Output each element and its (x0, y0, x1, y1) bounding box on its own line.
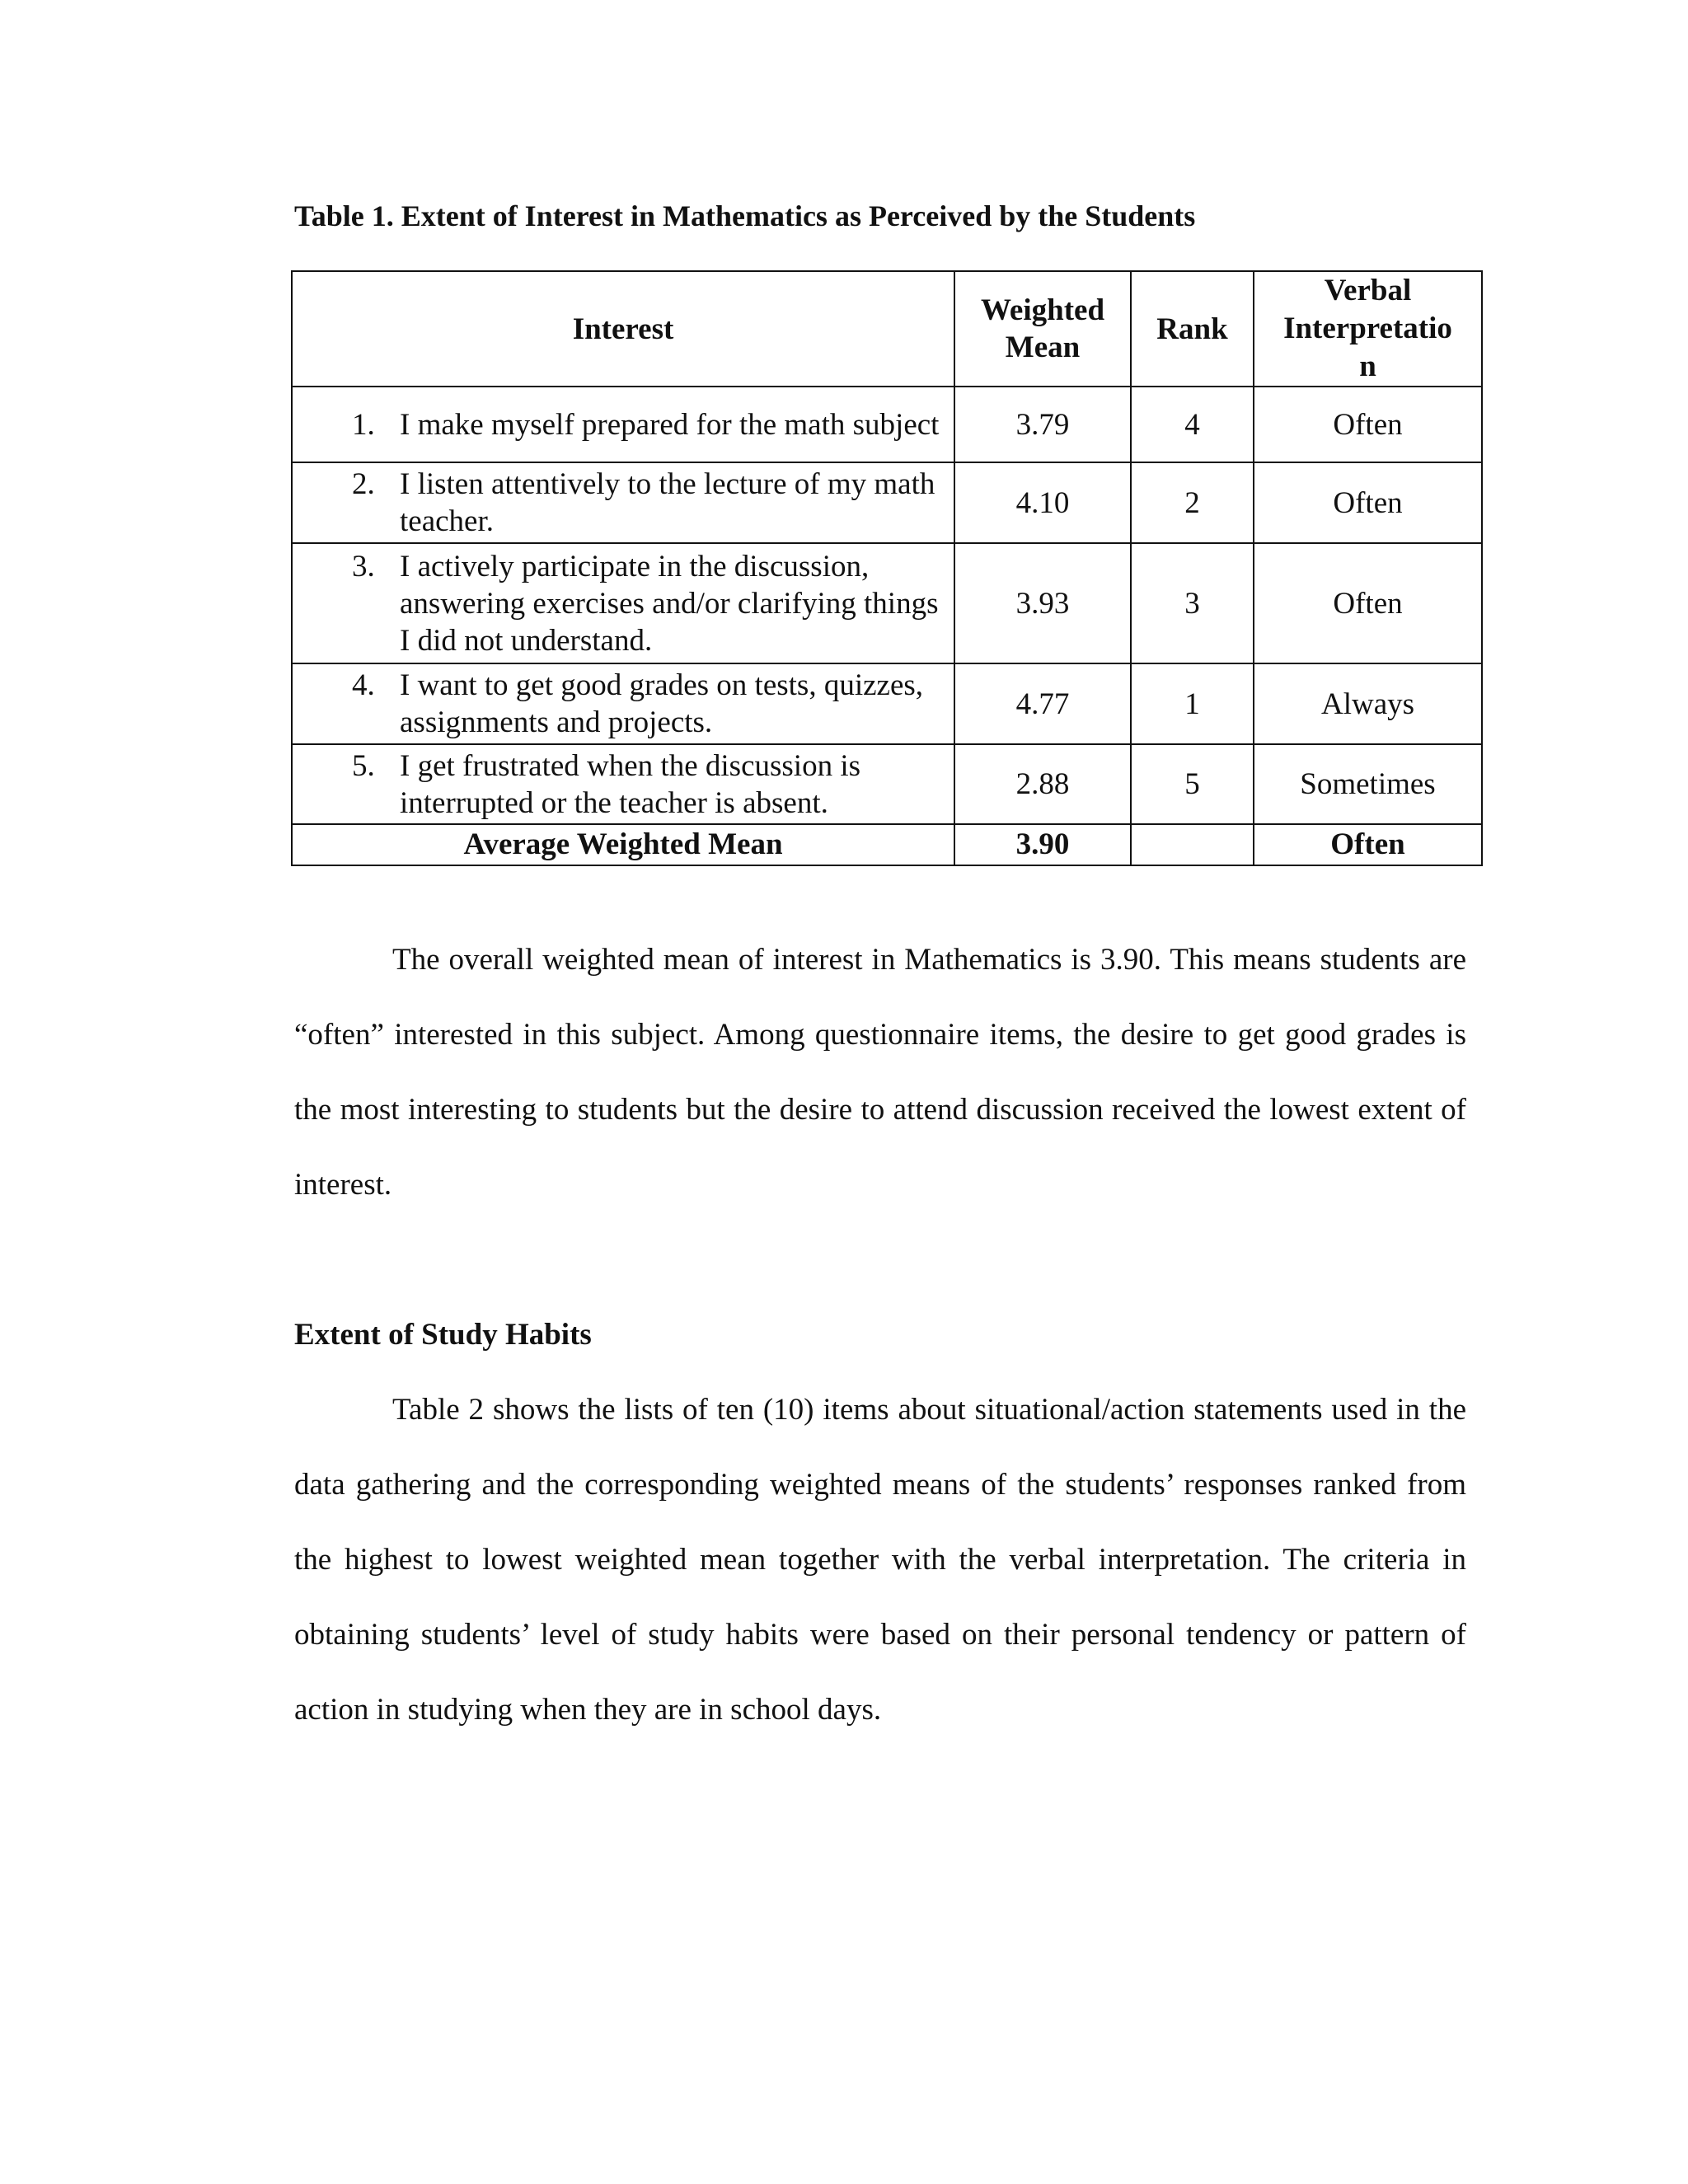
table-row (292, 462, 1482, 543)
average-row (292, 824, 1482, 865)
header-verbal-line3: n (1359, 349, 1376, 383)
verbal-interpretation-cell: Sometimes (1254, 744, 1482, 824)
interest-item-cell (292, 387, 954, 462)
verbal-interpretation-cell: Often (1254, 387, 1482, 462)
weighted-mean-cell: 4.10 (954, 462, 1131, 543)
header-interest: Interest (292, 271, 954, 387)
section-heading: Extent of Study Habits (294, 1318, 592, 1352)
rank-cell: 2 (1131, 462, 1254, 543)
average-verbal-cell: Often (1254, 824, 1482, 865)
item-number: 3. (352, 549, 375, 583)
rank-cell: 4 (1131, 387, 1254, 462)
weighted-mean-cell: 3.79 (954, 387, 1131, 462)
paragraph-study-habits: Table 2 shows the lists of ten (10) items about situational/action statements used in the data gathering and the corresponding weighted means of the students’ responses ranked from the highest to lowest weighted mean together with the verbal interpretation. The criteria in obtaining students’ level of study habits were based on their personal tendency or pattern of action in studying when they are in school days. (294, 1393, 1466, 1727)
weighted-mean-cell: 2.88 (954, 744, 1131, 824)
table-row (292, 744, 1482, 824)
table-row (292, 387, 1482, 462)
interest-item-cell (292, 462, 954, 543)
average-rank-cell (1131, 824, 1254, 865)
verbal-interpretation-cell: Always (1254, 663, 1482, 744)
rank-cell: 1 (1131, 663, 1254, 744)
item-number: 1. (352, 407, 375, 442)
header-verbal-line2: Interpretatio (1283, 312, 1452, 345)
item-text: I want to get good grades on tests, quizzes, assignments and projects. (400, 668, 924, 739)
weighted-mean-cell: 4.77 (954, 663, 1131, 744)
item-number: 5. (352, 748, 375, 783)
table-header-row (292, 271, 1482, 387)
item-number: 4. (352, 668, 375, 702)
item-text: I get frustrated when the discussion is interrupted or the teacher is absent. (400, 748, 860, 820)
header-verbal-line1: Verbal (1324, 274, 1412, 307)
average-label-cell: Average Weighted Mean (292, 824, 954, 865)
interest-item-cell (292, 543, 954, 663)
average-mean-cell: 3.90 (954, 824, 1131, 865)
verbal-interpretation-cell: Often (1254, 462, 1482, 543)
item-text: I actively participate in the discussion, answering exercises and/or clarifying things I did not understand. (400, 549, 939, 658)
table-row (292, 663, 1482, 744)
rank-cell: 3 (1131, 543, 1254, 663)
header-weighted-mean: Weighted Mean (954, 271, 1131, 387)
item-number: 2. (352, 467, 375, 501)
interest-item-cell (292, 744, 954, 824)
rank-cell: 5 (1131, 744, 1254, 824)
weighted-mean-cell: 3.93 (954, 543, 1131, 663)
table-caption: Table 1. Extent of Interest in Mathematics as Perceived by the Students (294, 199, 1196, 232)
header-verbal-interpretation (1254, 271, 1482, 387)
paragraph-interest-summary: The overall weighted mean of interest in Mathematics is 3.90. This means students are “often” interested in this subject. Among questionnaire items, the desire to get good grades is the most interesting to students but the desire to attend discussion received the lowest extent of interest. (294, 943, 1466, 1202)
header-rank: Rank (1131, 271, 1254, 387)
item-text: I listen attentively to the lecture of my math teacher. (400, 467, 935, 538)
item-text: I make myself prepared for the math subject (400, 407, 940, 442)
interest-item-cell (292, 663, 954, 744)
table-row (292, 543, 1482, 663)
verbal-interpretation-cell: Often (1254, 543, 1482, 663)
interest-table (291, 270, 1483, 866)
